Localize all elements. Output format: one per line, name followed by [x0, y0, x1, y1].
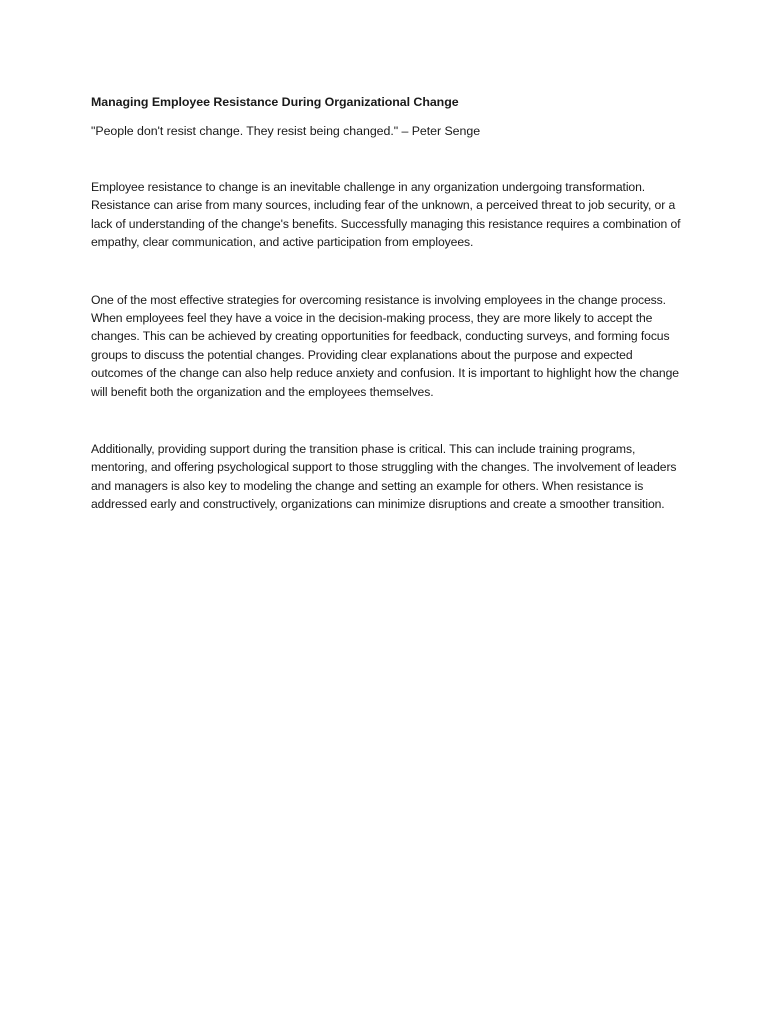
paragraph-intro: Employee resistance to change is an inevitable challenge in any organization undergoing transformation. Resistance can arise from many sources, including fear of the unknown, a perceived threat to job security, or a lack of understanding of the change's benefits. Successfully managing this resistance requires a combination of empathy, clear communication, and active participation from employees.: [91, 180, 681, 250]
document-title: Managing Employee Resistance During Organizational Change: [91, 95, 459, 109]
document-body: [91, 93, 686, 553]
paragraph-involvement: One of the most effective strategies for overcoming resistance is involving employees in the change process. When employees feel they have a voice in the decision-making process, they are more likely to accept the changes. This can be achieved by creating opportunities for feedback, conducting surveys, and forming focus groups to discuss the potential changes. Providing clear explanations about the purpose and expected outcomes of the change can also help reduce anxiety and confusion. It is important to highlight how the change will benefit both the organization and the employees themselves.: [91, 292, 679, 399]
paragraph-support: Additionally, providing support during the transition phase is critical. This can include training programs, mentoring, and offering psychological support to those struggling with the changes. The involvement of leaders and managers is also key to modeling the change and setting an example for others. When resistance is addressed early and constructively, organizations can minimize disruptions and create a smoother transition.: [91, 442, 677, 512]
epigraph-quote: "People don't resist change. They resist being changed." – Peter Senge: [91, 124, 481, 138]
